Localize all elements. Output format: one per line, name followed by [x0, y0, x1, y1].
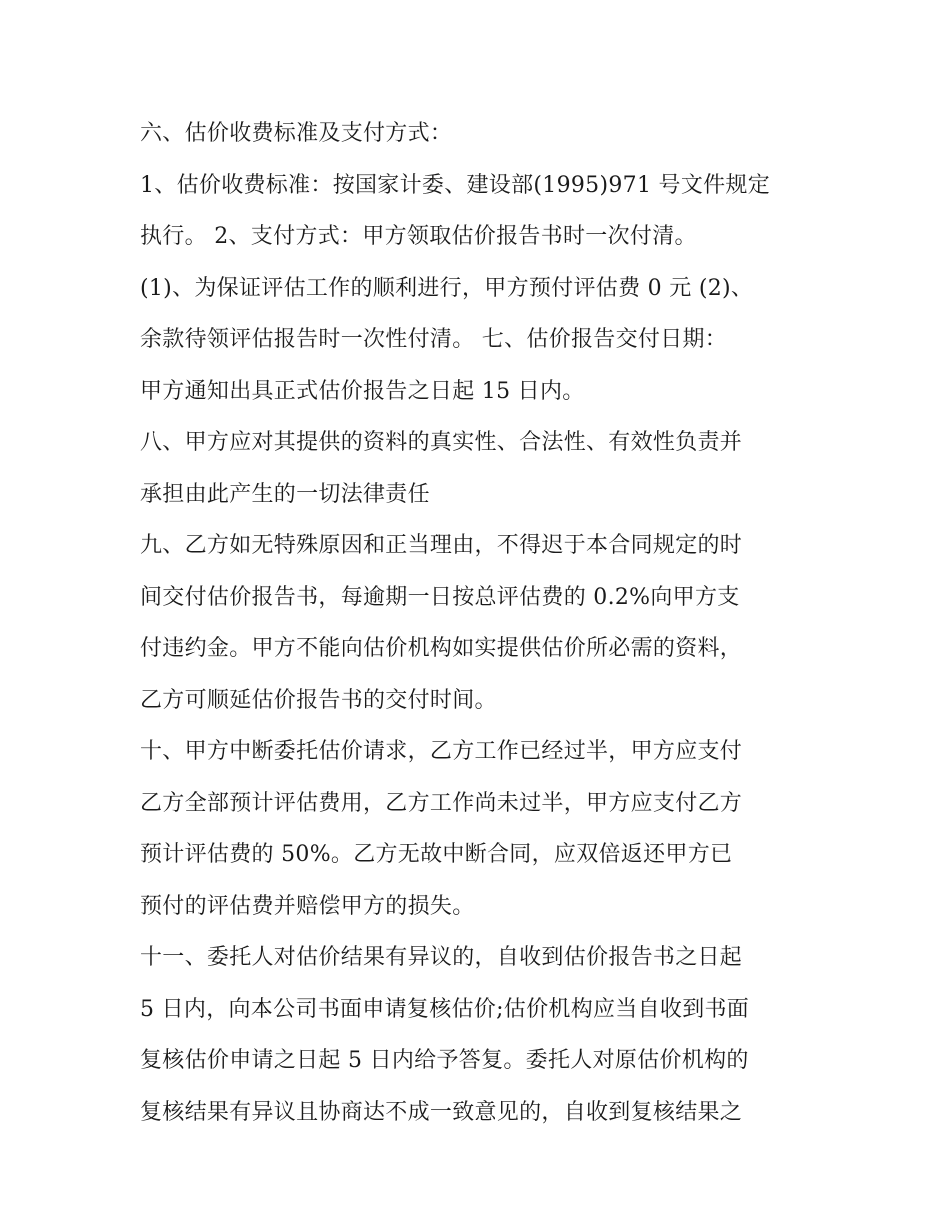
- text-line: 预计评估费的 50%。乙方无故中断合同，应双倍返还甲方已: [140, 842, 733, 867]
- text-line: 九、乙方如无特殊原因和正当理由，不得迟于本合同规定的时: [140, 533, 743, 558]
- text-line: 余款待领评估报告时一次性付清。 七、估价报告交付日期：: [140, 327, 728, 352]
- text-line: 复核估价申请之日起 5 日内给予答复。委托人对原估价机构的: [140, 1048, 749, 1073]
- text-line: 乙方可顺延估价报告书的交付时间。: [140, 687, 497, 713]
- text-line: 乙方全部预计评估费用，乙方工作尚未过半，甲方应支付乙方: [140, 790, 743, 816]
- text-line: 5 日内，向本公司书面申请复核估价;估价机构应当自收到书面: [140, 996, 750, 1022]
- text-line: 预付的评估费并赔偿甲方的损失。: [140, 893, 475, 919]
- text-line: 六、估价收费标准及支付方式：: [140, 121, 453, 146]
- text-line: 十一、委托人对估价结果有异议的，自收到估价报告书之日起: [140, 945, 743, 970]
- text-line: 执行。 2、支付方式：甲方领取估价报告书时一次付清。: [140, 224, 697, 249]
- text-line: 甲方通知出具正式估价报告之日起 15 日内。: [140, 378, 585, 404]
- text-line: 复核结果有异议且协商达不成一致意见的，自收到复核结果之: [140, 1099, 743, 1125]
- text-line: (1)、为保证评估工作的顺利进行，甲方预付评估费 0 元 (2)、: [140, 275, 754, 301]
- text-line: 付违约金。甲方不能向估价机构如实提供估价所必需的资料，: [140, 636, 743, 661]
- text-line: 八、甲方应对其提供的资料的真实性、合法性、有效性负责并: [140, 430, 743, 455]
- text-line: 1、估价收费标准：按国家计委、建设部(1995)971 号文件规定: [140, 172, 771, 198]
- text-line: 十、甲方中断委托估价请求，乙方工作已经过半，甲方应支付: [140, 739, 743, 764]
- document-body: [140, 108, 820, 1138]
- text-line: 承担由此产生的一切法律责任: [140, 481, 430, 507]
- text-line: 间交付估价报告书，每逾期一日按总评估费的 0.2%向甲方支: [140, 584, 740, 610]
